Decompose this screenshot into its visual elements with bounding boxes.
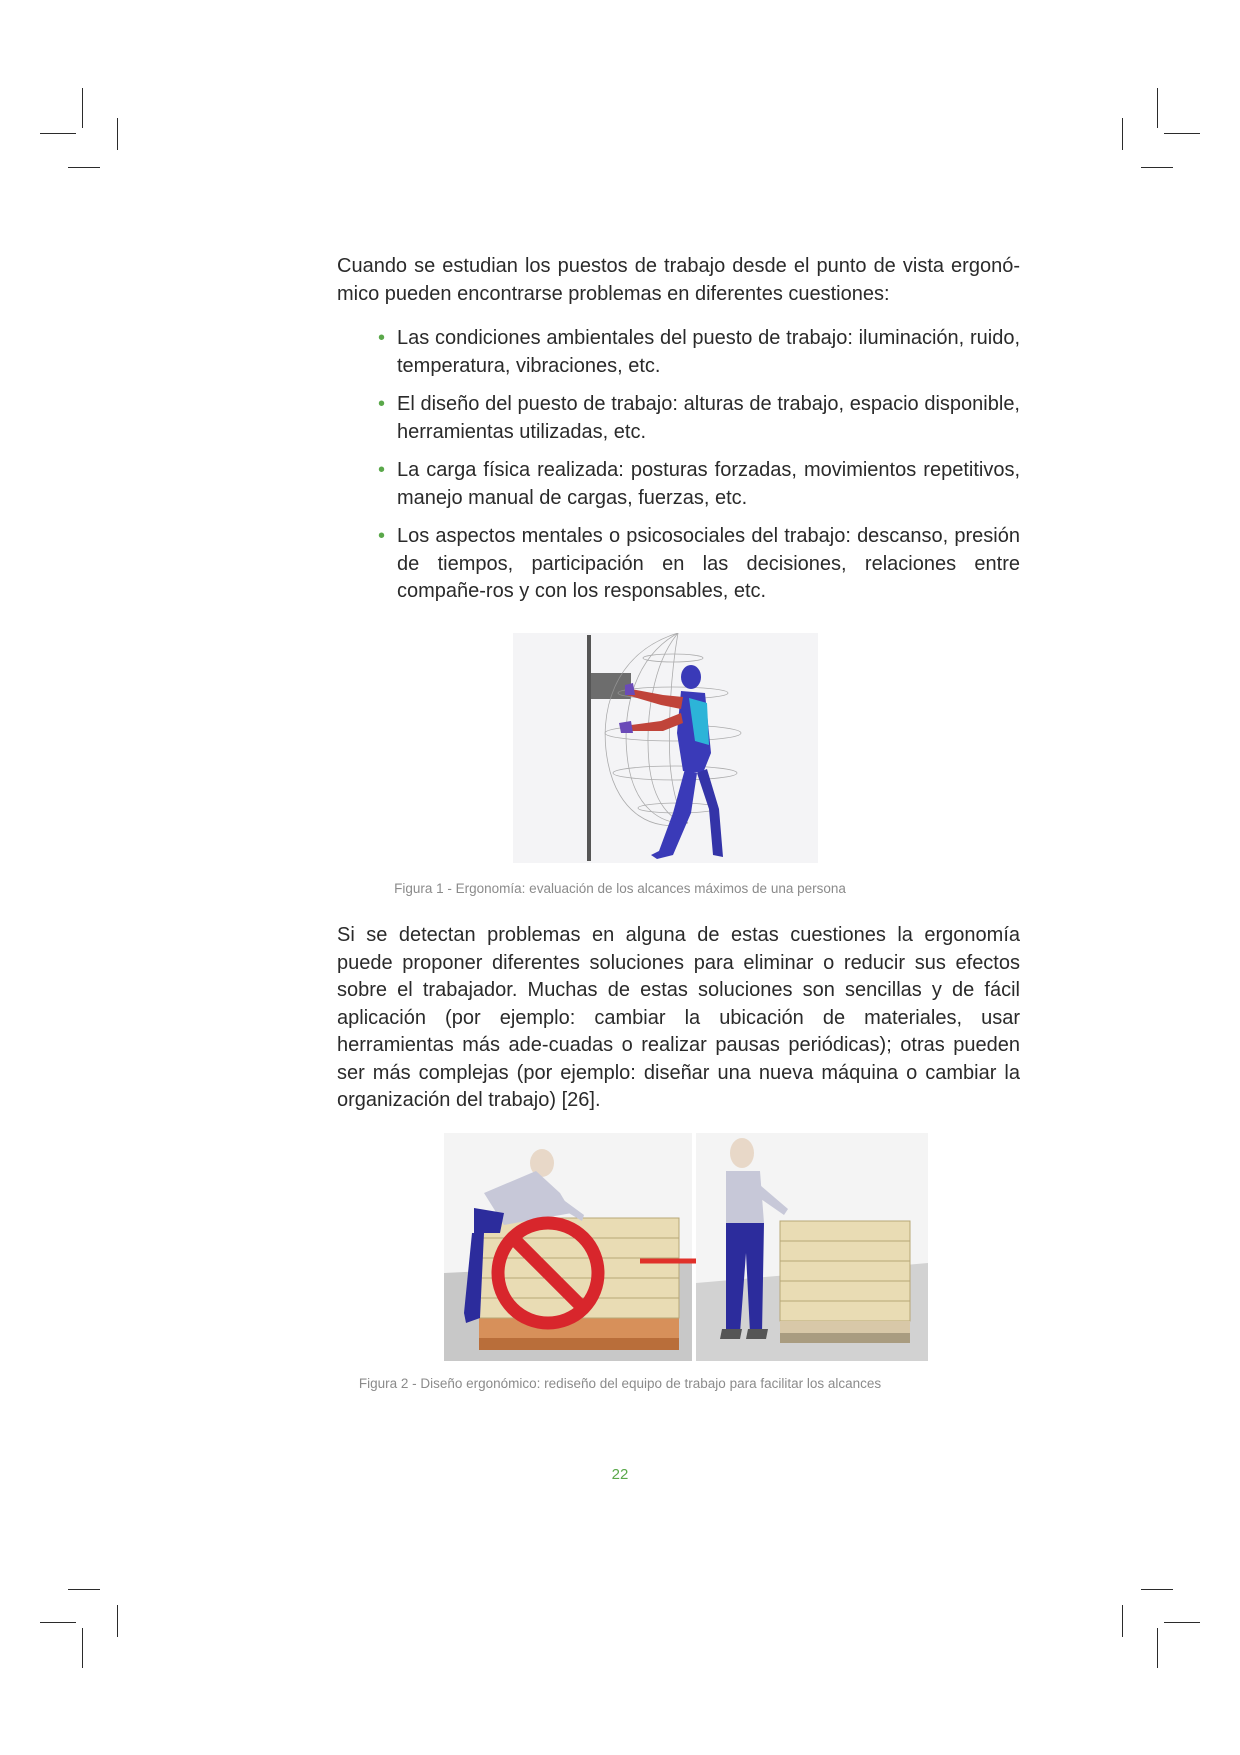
page-number: 22 [611, 1466, 629, 1483]
crop-mark [1157, 88, 1158, 128]
body-paragraph: Si se detectan problemas en alguna de estas cuestiones la ergonomía puede proponer diferentes soluciones para eliminar o reducir sus efectos sobre el trabajador. Muchas de estas soluciones son sencillas y de fácil aplicación (por ejemplo: cambiar la ubicación de materiales, usar herramientas más ade-cuadas o realizar pausas periódicas); otras pueden ser más complejas (por ejemplo: diseñar una nueva máquina o cambiar la organización del trabajo) [26]. [337, 924, 1020, 1111]
bullet-dot: • [378, 327, 386, 349]
figure-1-caption: Figura 1 - Ergonomía: evaluación de los alcances máximos de una persona [394, 881, 846, 896]
intro-paragraph: Cuando se estudian los puestos de trabajo desde el punto de vista ergonó-mico pueden encontrarse problemas en diferentes cuestiones: [337, 255, 1020, 305]
crop-mark [1164, 1622, 1200, 1623]
pallet-redesign-illustration [444, 1133, 928, 1361]
crop-mark [40, 1622, 76, 1623]
figure-1-reach-illustration [513, 633, 818, 863]
crop-mark [1122, 118, 1123, 150]
crop-mark [117, 1605, 118, 1637]
bullet-dot: • [378, 459, 386, 481]
list-item [337, 325, 1020, 380]
list-item-text: El diseño del puesto de trabajo: alturas de trabajo, espacio disponible, herramientas utilizadas, etc. [397, 393, 1020, 443]
crop-mark [68, 1589, 100, 1590]
list-item-text: Los aspectos mentales o psicosociales del trabajo: descanso, presión de tiempos, participación en las decisiones, relaciones entre compañe-ros y con los responsables, etc. [397, 525, 1020, 602]
bullet-list [337, 325, 1020, 617]
crop-mark [1157, 1628, 1158, 1668]
crop-mark [1164, 133, 1200, 134]
figure-2-redesign-illustration [444, 1133, 928, 1361]
list-item [337, 523, 1020, 606]
bullet-dot: • [378, 525, 386, 547]
list-item [337, 457, 1020, 512]
crop-mark [1122, 1605, 1123, 1637]
list-item-text: Las condiciones ambientales del puesto de trabajo: iluminación, ruido, temperatura, vibraciones, etc. [397, 327, 1020, 377]
bullet-dot: • [378, 393, 386, 415]
reach-envelope-illustration [513, 633, 818, 863]
crop-mark [82, 1628, 83, 1668]
crop-mark [1141, 167, 1173, 168]
crop-mark [68, 167, 100, 168]
crop-mark [40, 133, 76, 134]
crop-mark [1141, 1589, 1173, 1590]
crop-mark [82, 88, 83, 128]
list-item-text: La carga física realizada: posturas forzadas, movimientos repetitivos, manejo manual de cargas, fuerzas, etc. [397, 459, 1020, 509]
list-item [337, 391, 1020, 446]
crop-mark [117, 118, 118, 150]
figure-2-caption: Figura 2 - Diseño ergonómico: rediseño del equipo de trabajo para facilitar los alcances [358, 1376, 882, 1391]
